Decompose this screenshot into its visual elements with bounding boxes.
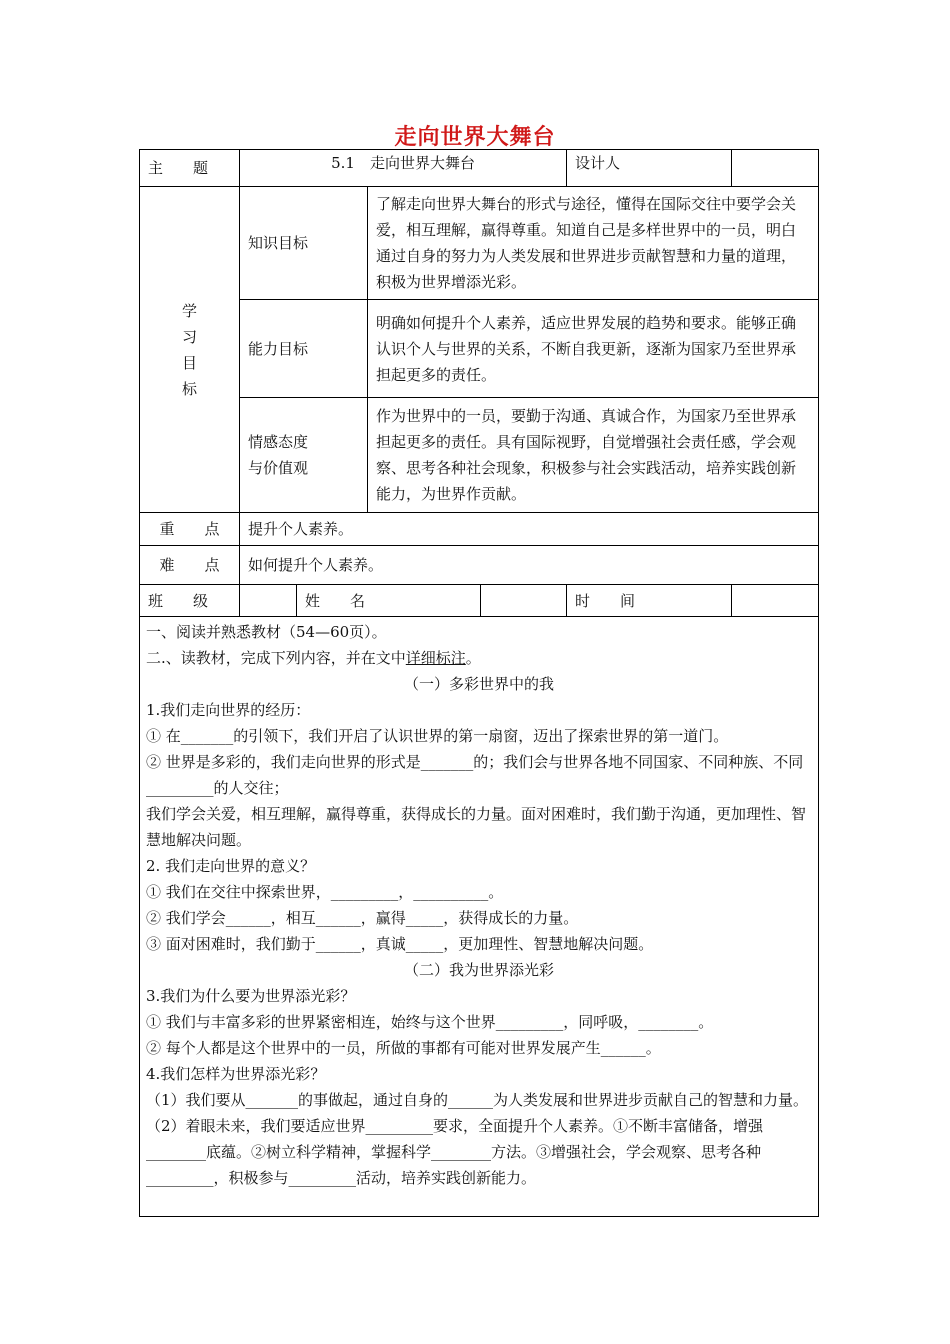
emotion-goal-label: 情感态度 与价值观 — [240, 398, 368, 513]
instruction-1: 一、阅读并熟悉教材（54—60页）。 — [146, 623, 387, 641]
section-heading-2: （二）我为世界添光彩 — [404, 961, 555, 979]
content-row — [140, 617, 819, 1217]
key-point-label: 重 点 — [140, 513, 240, 546]
question-4-item-2: （2）着眼未来，我们要适应世界_________要求，全面提升个人素养。①不断丰富储备，增强________底蕴。②树立科学精神，掌握科学________方法。③增强社会，学会观察、思考各种_________，积极参与_________活动，培养实践创新能力。 — [146, 1117, 764, 1187]
question-3-item-1: ① 我们与丰富多彩的世界紧密相连，始终与这个世界_________，同呼吸，________。 — [146, 1013, 714, 1031]
subject-value: 5.1 走向世界大舞台 — [240, 150, 567, 187]
question-4-item-1: （1）我们要从_______的事做起，通过自身的______为人类发展和世界进步贡献自己的智慧和力量。 — [146, 1091, 809, 1109]
question-2-item-1: ① 我们在交往中探索世界，_________，__________。 — [146, 883, 504, 901]
subject-row — [140, 150, 819, 187]
time-value — [732, 585, 819, 617]
question-1-item-2: ② 世界是多彩的，我们走向世界的形式是_______的；我们会与世界各地不同国家、不同种族、不同_________的人交往； — [146, 753, 804, 797]
time-label: 时 间 — [567, 585, 732, 617]
difficulty-row — [140, 546, 819, 585]
knowledge-goal-row — [140, 187, 819, 300]
class-label: 班 级 — [140, 585, 240, 617]
subject-label: 主 题 — [140, 150, 240, 187]
question-3: 3.我们为什么要为世界添光彩？ — [146, 987, 356, 1005]
difficulty-text: 如何提升个人素养。 — [240, 546, 819, 585]
key-point-row — [140, 513, 819, 546]
question-1-item-3: 我们学会关爱，相互理解，赢得尊重，获得成长的力量。面对困难时，我们勤于沟通，更加理性、智慧地解决问题。 — [146, 805, 807, 849]
designer-value — [732, 150, 819, 187]
emotion-goal-row — [140, 398, 819, 513]
info-row — [140, 585, 819, 617]
question-1: 1.我们走向世界的经历： — [146, 701, 311, 719]
worksheet-content — [140, 617, 819, 1217]
question-3-item-2: ② 每个人都是这个世界中的一员，所做的事都有可能对世界发展产生______。 — [146, 1039, 661, 1057]
name-label: 姓 名 — [297, 585, 481, 617]
question-2-item-3: ③ 面对困难时，我们勤于______，真诚_____，更加理性、智慧地解决问题。 — [146, 935, 654, 953]
section-heading-1: （一）多彩世界中的我 — [404, 675, 555, 693]
question-2: 2. 我们走向世界的意义？ — [146, 857, 316, 875]
instruction-2: 二.、读教材，完成下列内容，并在文中详细标注。 — [146, 649, 481, 667]
knowledge-goal-label: 知识目标 — [240, 187, 368, 300]
difficulty-label: 难 点 — [140, 546, 240, 585]
question-2-item-2: ② 我们学会______，相互______，赢得_____，获得成长的力量。 — [146, 909, 579, 927]
class-value — [240, 585, 297, 617]
ability-goal-label: 能力目标 — [240, 300, 368, 398]
knowledge-goal-text: 了解走向世界大舞台的形式与途径，懂得在国际交往中要学会关爱，相互理解，赢得尊重。知道自己是多样世界中的一员，明白通过自身的努力为人类发展和世界进步贡献智慧和力量的道理，积极为世界增添光彩。 — [368, 187, 819, 300]
key-point-text: 提升个人素养。 — [240, 513, 819, 546]
ability-goal-text: 明确如何提升个人素养，适应世界发展的趋势和要求。能够正确认识个人与世界的关系，不断自我更新，逐渐为国家乃至世界承担起更多的责任。 — [368, 300, 819, 398]
question-1-item-1: ① 在_______的引领下，我们开启了认识世界的第一扇窗，迈出了探索世界的第一道门。 — [146, 727, 729, 745]
learning-goals-label: 学 习 目 标 — [140, 187, 240, 513]
name-value — [481, 585, 567, 617]
page-title: 走向世界大舞台 — [394, 125, 556, 150]
ability-goal-row — [140, 300, 819, 398]
designer-label: 设计人 — [567, 150, 732, 187]
question-4: 4.我们怎样为世界添光彩？ — [146, 1065, 326, 1083]
detailed-annotation-text: 详细标注 — [405, 649, 466, 667]
emotion-goal-text: 作为世界中的一员，要勤于沟通、真诚合作，为国家乃至世界承担起更多的责任。具有国际视野，自觉增强社会责任感，学会观察、思考各种社会现象，积极参与社会实践活动，培养实践创新能力，为世界作贡献。 — [368, 398, 819, 513]
lesson-plan-table — [139, 149, 819, 1217]
